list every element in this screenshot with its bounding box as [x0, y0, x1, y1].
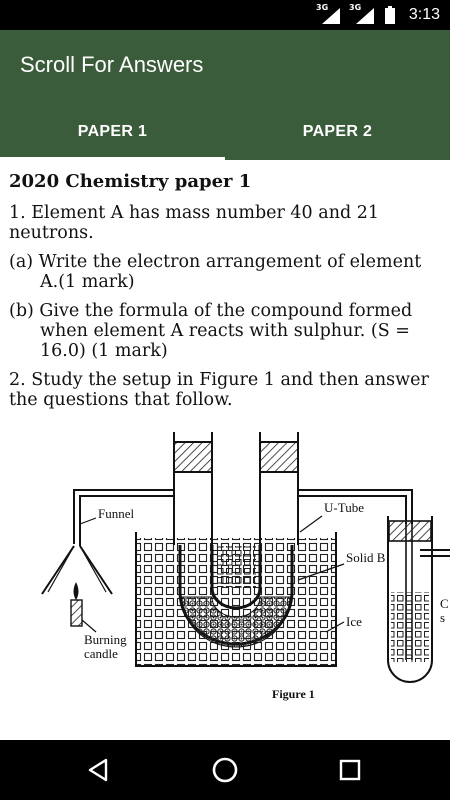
navigation-bar: [0, 740, 450, 800]
label-burning: Burning: [84, 632, 127, 647]
signal-icon-2: [356, 8, 374, 24]
recents-icon[interactable]: [334, 754, 366, 786]
burning-candle: [71, 582, 82, 626]
app-bar: [0, 30, 450, 104]
paper-heading: 2020 Chemistry paper 1: [9, 171, 252, 192]
figure-caption: Figure 1: [272, 687, 315, 701]
label-cut-c: C: [440, 596, 449, 611]
question-2: 2. Study the setup in Figure 1 and then answer the questions that follow.: [9, 370, 429, 410]
tab-paper-2[interactable]: PAPER 2: [302, 123, 373, 140]
home-icon[interactable]: [209, 754, 241, 786]
figure-1: [0, 432, 450, 732]
question-1b: (b) Give the formula of the compound formed when element A reacts with sulphur. (S = 16.0) (1 mark): [9, 301, 413, 361]
battery-icon: [385, 6, 395, 24]
label-ice: Ice: [346, 614, 362, 629]
label-candle: candle: [84, 646, 118, 661]
tab-bar: [0, 104, 450, 160]
app-title: Scroll For Answers: [20, 52, 204, 77]
back-icon[interactable]: [84, 754, 116, 786]
status-bar: [0, 0, 450, 30]
label-solid-b: Solid B: [346, 550, 386, 565]
signal-icon: [322, 8, 340, 24]
network-type-label-2: 3G: [349, 3, 362, 12]
label-cut-s: s: [440, 610, 446, 625]
network-type-label: 3G: [316, 3, 329, 12]
figure-1-diagram: [0, 432, 450, 732]
clock: 3:13: [408, 6, 440, 23]
label-u-tube: U-Tube: [324, 500, 364, 515]
tab-paper-1[interactable]: PAPER 1: [77, 123, 148, 140]
question-1: 1. Element A has mass number 40 and 21 neutrons.: [9, 203, 379, 243]
document-content[interactable]: [0, 160, 450, 740]
label-funnel: Funnel: [98, 506, 135, 521]
question-1a: (a) Write the electron arrangement of element A.(1 mark): [9, 252, 422, 292]
